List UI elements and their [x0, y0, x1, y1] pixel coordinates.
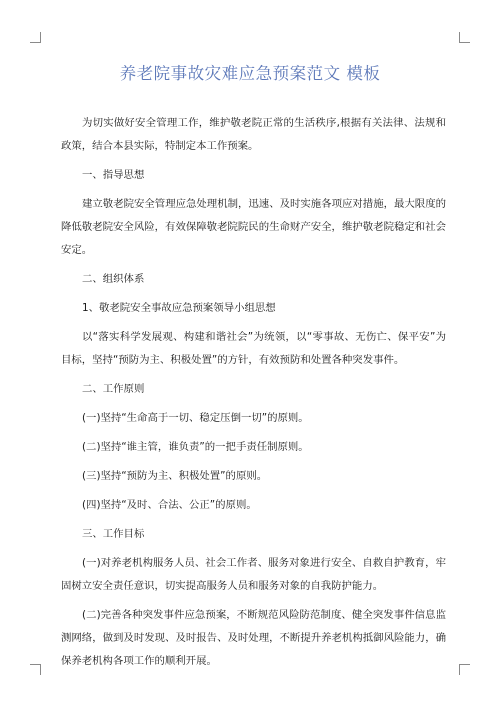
body-paragraph: 建立敬老院安全管理应急处理机制，迅速、及时实施各项应对措施，最大限度的降低敬老院安全风险，有效保障敬老院院民的生命财产安全，维护敬老院稳定和社会安定。: [61, 198, 446, 256]
document-title: 养老院事故灾难应急预案范文 模板: [119, 64, 381, 83]
crop-mark-top-left: [30, 32, 41, 43]
goal-item: (二)完善各种突发事件应急预案，不断规范风险防范制度、健全突发事件信息监测网络，做到及时发现、及时报告、及时处理，不断提升养老机构抵御风险能力，确保养老机构各项工作的顺利开展。: [61, 609, 446, 667]
goal-item: (一)对养老机构服务人员、社会工作者、服务对象进行安全、自救自护教育，牢固树立安全责任意识，切实提高服务人员和服务对象的自我防护能力。: [61, 557, 446, 592]
section-heading: 三、工作目标: [82, 528, 145, 540]
principle-item: (四)坚持“及时、合法、公正”的原则。: [82, 499, 257, 511]
section-heading: 一、指导思想: [82, 169, 145, 181]
principle-item: (二)坚持“谁主管，谁负责”的一把手责任制原则。: [82, 441, 309, 453]
section-heading: 二、组织体系: [82, 273, 145, 285]
section-heading: 二、工作原则: [82, 383, 145, 395]
crop-mark-bottom-right: [459, 664, 470, 675]
intro-paragraph: 为切实做好安全管理工作，维护敬老院正常的生活秩序,根据有关法律、法规和政策，结合本县实际，特制定本工作预案。: [61, 117, 446, 152]
crop-mark-bottom-left: [30, 664, 41, 675]
subsection-heading: 1、敬老院安全事故应急预案领导小组思想: [82, 302, 276, 314]
body-paragraph: 以“落实科学发展观、构建和谐社会”为统领，以“零事故、无伤亡、保平安”为目标，坚持“预防为主、积极处置”的方针，有效预防和处置各种突发事件。: [61, 331, 446, 366]
document-body: [61, 112, 446, 679]
principle-item: (一)坚持“生命高于一切、稳定压倒一切”的原则。: [82, 412, 309, 424]
crop-mark-top-right: [459, 32, 470, 43]
principle-item: (三)坚持“预防为主、积极处置”的原则。: [82, 470, 268, 482]
